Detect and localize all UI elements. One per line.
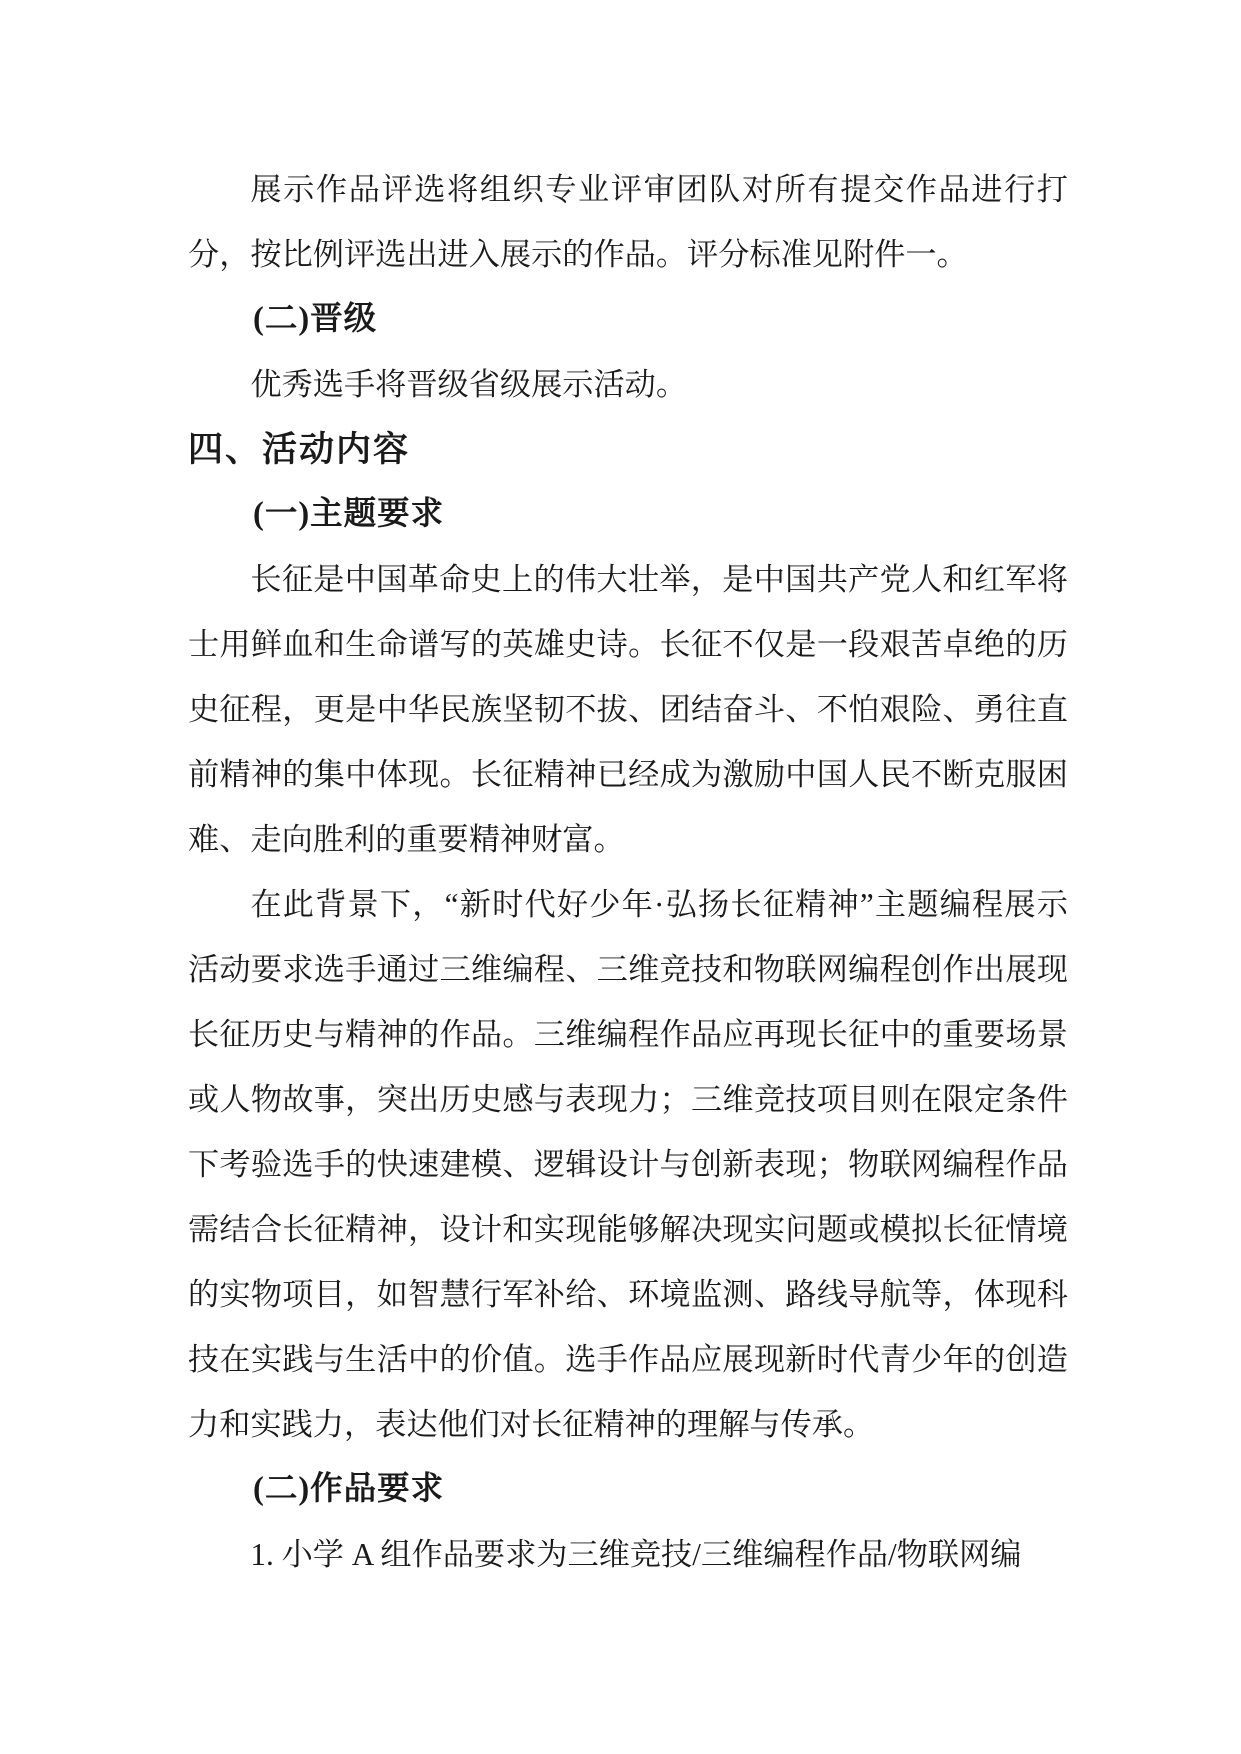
body-paragraph: 长征是中国革命史上的伟大壮举，是中国共产党人和红军将士用鲜血和生命谱写的英雄史诗。长征不仅是一段艰苦卓绝的历史征程，更是中华民族坚韧不拔、团结奋斗、不怕艰险、勇往直前精神的集中体现。长征精神已经成为激励中国人民不断克服困难、走向胜利的重要精神财富。 <box>188 562 1068 857</box>
subsection-heading: (二)作品要求 <box>253 1471 445 1507</box>
document-content <box>188 157 1068 1587</box>
body-paragraph: 展示作品评选将组织专业评审团队对所有提交作品进行打分，按比例评选出进入展示的作品。评分标准见附件一。 <box>188 172 1068 272</box>
body-paragraph: 在此背景下，“新时代好少年·弘扬长征精神”主题编程展示活动要求选手通过三维编程、三维竞技和物联网编程创作出展现长征历史与精神的作品。三维编程作品应再现长征中的重要场景或人物故事，突出历史感与表现力；三维竞技项目则在限定条件下考验选手的快速建模、逻辑设计与创新表现；物联网编程作品需结合长征精神，设计和实现能够解决现实问题或模拟长征情境的实物项目，如智慧行军补给、环境监测、路线导航等，体现科技在实践与生活中的价值。选手作品应展现新时代青少年的创造力和实践力，表达他们对长征精神的理解与传承。 <box>188 887 1068 1442</box>
subsection-heading: (二)晋级 <box>253 301 378 337</box>
subsection-heading: (一)主题要求 <box>253 496 445 532</box>
body-paragraph: 1. 小学 A 组作品要求为三维竞技/三维编程作品/物联网编 <box>250 1537 1022 1572</box>
body-paragraph: 优秀选手将晋级省级展示活动。 <box>250 367 688 402</box>
chapter-heading: 四、活动内容 <box>188 430 411 469</box>
